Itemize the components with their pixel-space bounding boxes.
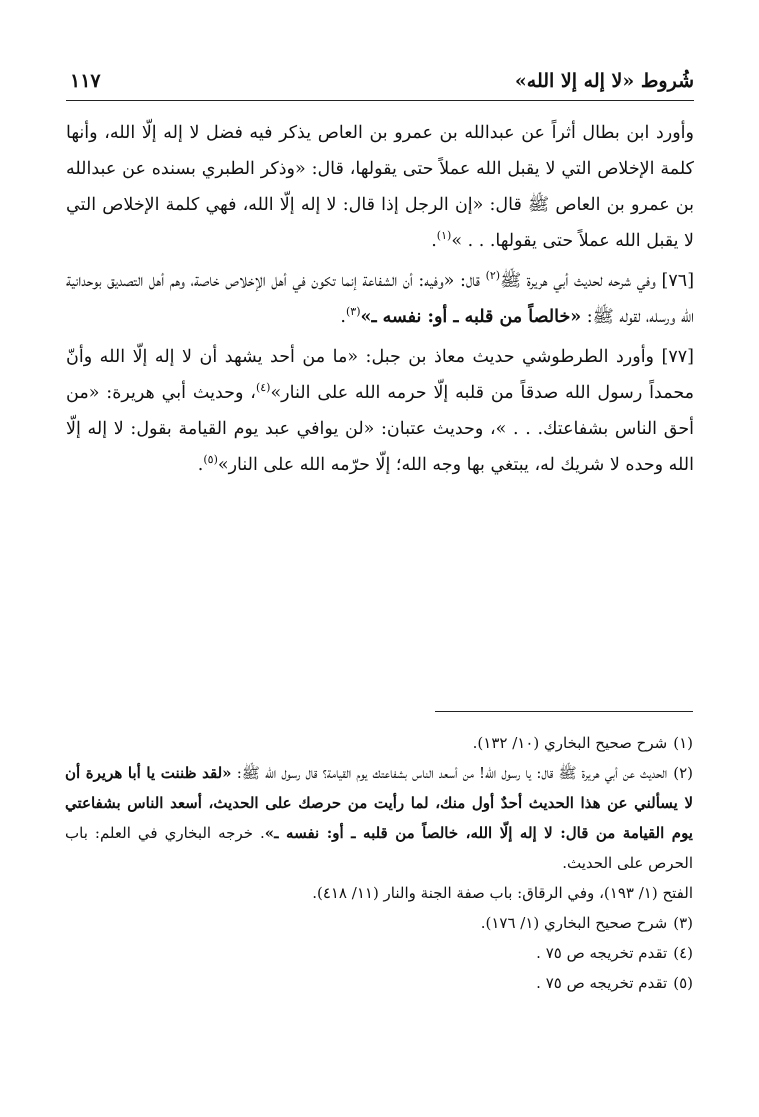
footnote-5 [65, 968, 693, 998]
footnote-4 [65, 938, 693, 968]
paragraph-76-end: . [340, 307, 346, 327]
footnote-1 [65, 728, 693, 758]
paragraph-1-text: وأورد ابن بطال أثراً عن عبدالله بن عمرو بن العاص يذكر فيه فضل لا إله إلّا الله، وأنها كلمة الإخلاص التي لا يقبل الله عملاً حتى يقولها، قال: «وذكر الطبري بسنده عن عبدالله بن عمرو بن العاص ﷺ قال: «إن الرجل إذا قال: لا إله إلّا الله، فهي كلمة الإخلاص التي لا يقبل الله عملاً حتى يقولها. . . » [66, 123, 694, 251]
running-header [66, 66, 694, 101]
footnote-2-text-c: الفتح (١/ ١٩٣)، وفي الرقاق: باب صفة الجنة والنار (١١/ ٤١٨). [312, 884, 693, 902]
footnote-5-number: (٥) [673, 974, 693, 992]
page-number: ١١٧ [70, 70, 101, 92]
header-title: شُروط «لا إله إلا الله» [514, 70, 694, 92]
footnote-2-text-b: . خرجه البخاري في العلم: باب الحرص على الحديث. [65, 824, 693, 872]
paragraph-77-text-a: [٧٧] وأورد الطرطوشي حديث معاذ بن جبل: «ما من أحد يشهد أن لا إله إلّا الله وأنّ محمداً رسول الله صدقاً من قلبه إلّا حرمه الله على النار» [66, 347, 694, 403]
footnote-2-continuation [65, 878, 693, 908]
footnote-4-number: (٤) [673, 944, 693, 962]
paragraph-76-text-a: [٧٦] وفي شرحه لحديث أبي هريرة ﷺ [500, 271, 695, 291]
footnote-ref-2[interactable]: (٢) [485, 269, 501, 283]
paragraph-77 [66, 339, 694, 483]
footnote-2 [65, 758, 693, 878]
footnote-2-number: (٢) [673, 764, 693, 782]
footnote-1-number: (١) [673, 734, 693, 752]
footnote-3-number: (٣) [673, 914, 693, 932]
paragraph-1 [66, 115, 694, 259]
footnote-ref-4[interactable]: (٤) [255, 381, 271, 395]
footnote-ref-3[interactable]: (٣) [346, 305, 361, 319]
footnote-2-text-a: الحديث عن أبي هريرة ﷺ قال: يا رسول الله! من أسعد الناس بشفاعتك يوم القيامة؟ قال رسول الله ﷺ: [231, 764, 668, 782]
paragraph-77-text-b: ، وحديث أبي هريرة: «من أحق الناس بشفاعتك. . . »، وحديث عتبان: «لن يوافي عبد يوم القيامة بقول: لا إله إلّا الله وحده لا شريك له، يبتغي بها وجه الله؛ إلّا حرّمه الله على النار» [66, 383, 694, 475]
footnote-3-text: شرح صحيح البخاري (١/ ١٧٦). [480, 914, 668, 932]
footnotes [65, 728, 693, 998]
paragraph-76-text-b: قال: «وفيه: أن الشفاعة إنما تكون في أهل الإخلاص خاصة، وهم أهل التصديق بوحدانية الله ورسله، لقوله ﷺ: [66, 271, 694, 327]
footnote-2-hadith: «لقد ظننت يا أبا هريرة أن لا يسألني عن هذا الحديث أحدٌ أول منك، لما رأيت من حرصك على الحديث، أسعد الناس بشفاعتي يوم القيامة من قال: لا إله إلّا الله، خالصاً من قلبه ـ أو: نفسه ـ» [65, 764, 693, 842]
footnote-ref-1[interactable]: (١) [436, 229, 452, 243]
paragraph-77-end: . [197, 455, 204, 475]
paragraph-1-end: . [431, 231, 437, 251]
page [66, 66, 694, 483]
footnote-ref-5[interactable]: (٥) [203, 453, 218, 467]
footnote-divider [435, 711, 693, 712]
footnote-5-text: تقدم تخريجه ص ٧٥ . [536, 974, 668, 992]
footnote-1-text: شرح صحيح البخاري (١٠/ ١٣٢). [472, 734, 668, 752]
footnote-3 [65, 908, 693, 938]
hadith-quote: «خالصاً من قلبه ـ أو: نفسه ـ» [360, 307, 582, 327]
paragraph-76 [66, 263, 694, 335]
footnote-4-text: تقدم تخريجه ص ٧٥ . [536, 944, 668, 962]
